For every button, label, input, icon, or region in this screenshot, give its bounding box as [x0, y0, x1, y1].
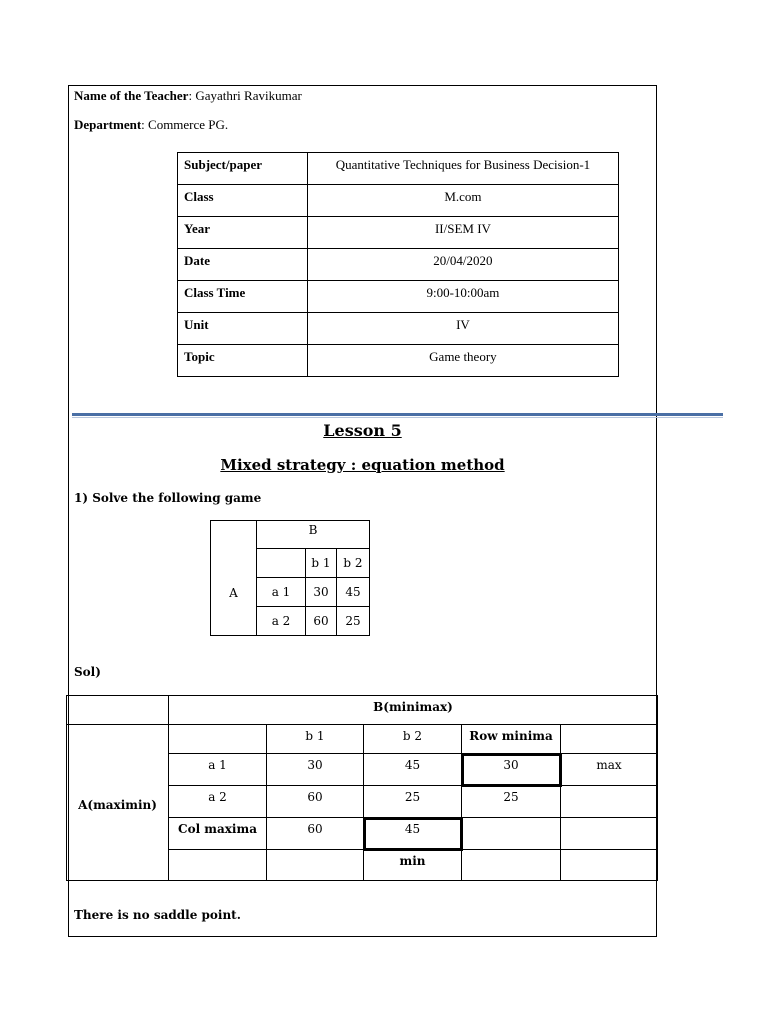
blank-cell [267, 850, 364, 881]
maximin-highlight-cell: 30 [462, 754, 561, 786]
info-key: Unit [178, 313, 308, 345]
question-text: 1) Solve the following game [74, 491, 262, 505]
info-key: Year [178, 217, 308, 249]
max-label: max [561, 754, 658, 786]
info-key: Class [178, 185, 308, 217]
table-row [67, 725, 658, 754]
info-value: II/SEM IV [307, 217, 618, 249]
table-row [178, 249, 619, 281]
row-header: a 2 [257, 607, 306, 636]
row-header: a 1 [257, 578, 306, 607]
player-b-minimax-header: B(minimax) [169, 696, 658, 725]
info-value: Quantitative Techniques for Business Decision-1 [307, 153, 618, 185]
conclusion-text: There is no saddle point. [74, 908, 241, 922]
blank-cell [462, 818, 561, 850]
table-row [178, 153, 619, 185]
table-row [211, 578, 370, 607]
teacher-line [74, 88, 302, 104]
table-row [178, 345, 619, 377]
value-cell: 25 [364, 786, 462, 818]
value-cell: 60 [267, 818, 364, 850]
blank-cell [561, 850, 658, 881]
col-header: b 1 [267, 725, 364, 754]
info-value: IV [307, 313, 618, 345]
section-divider-shadow [72, 417, 723, 418]
info-key: Topic [178, 345, 308, 377]
table-row [178, 217, 619, 249]
player-a-label: A [211, 578, 257, 636]
value-cell: 25 [462, 786, 561, 818]
value-cell: 60 [267, 786, 364, 818]
info-key: Date [178, 249, 308, 281]
info-key: Subject/paper [178, 153, 308, 185]
blank-cell [462, 850, 561, 881]
payoff-cell: 25 [337, 607, 370, 636]
table-row [67, 696, 658, 725]
blank-cell [561, 818, 658, 850]
blank-cell [169, 725, 267, 754]
minimax-highlight-cell: 45 [364, 818, 462, 850]
table-row [211, 521, 370, 549]
col-header-row-minima: Row minima [462, 725, 561, 754]
info-value: 9:00-10:00am [307, 281, 618, 313]
department-value: : Commerce PG. [141, 117, 229, 132]
player-a-maximin-header: A(maximin) [67, 725, 169, 881]
info-key: Class Time [178, 281, 308, 313]
payoff-cell: 30 [306, 578, 337, 607]
value-cell: 45 [364, 754, 462, 786]
course-info-table [177, 152, 619, 377]
blank-cell [169, 850, 267, 881]
min-label: min [364, 850, 462, 881]
col-header: b 2 [364, 725, 462, 754]
table-row [178, 313, 619, 345]
payoff-cell: 45 [337, 578, 370, 607]
teacher-value: : Gayathri Ravikumar [188, 88, 302, 103]
row-header: a 1 [169, 754, 267, 786]
row-header: a 2 [169, 786, 267, 818]
col-header: b 1 [306, 549, 337, 578]
lesson-title: Lesson 5 [323, 421, 402, 440]
solution-label: Sol) [74, 665, 101, 679]
solution-table [66, 695, 658, 881]
department-label: Department [74, 117, 142, 132]
blank-cell [561, 725, 658, 754]
blank-cell [561, 786, 658, 818]
info-value: Game theory [307, 345, 618, 377]
col-header: b 2 [337, 549, 370, 578]
department-line [74, 117, 228, 133]
lesson-subtitle: Mixed strategy : equation method [220, 456, 505, 474]
table-row [178, 281, 619, 313]
game-payoff-matrix [210, 520, 370, 636]
table-row [178, 185, 619, 217]
solution-corner [67, 696, 169, 725]
info-value: 20/04/2020 [307, 249, 618, 281]
info-value: M.com [307, 185, 618, 217]
payoff-cell: 60 [306, 607, 337, 636]
teacher-label: Name of the Teacher [74, 88, 189, 103]
player-b-label: B [257, 521, 370, 549]
value-cell: 30 [267, 754, 364, 786]
section-divider [72, 413, 723, 416]
row-header-col-maxima: Col maxima [169, 818, 267, 850]
matrix-corner [211, 521, 257, 578]
matrix-blank [257, 549, 306, 578]
